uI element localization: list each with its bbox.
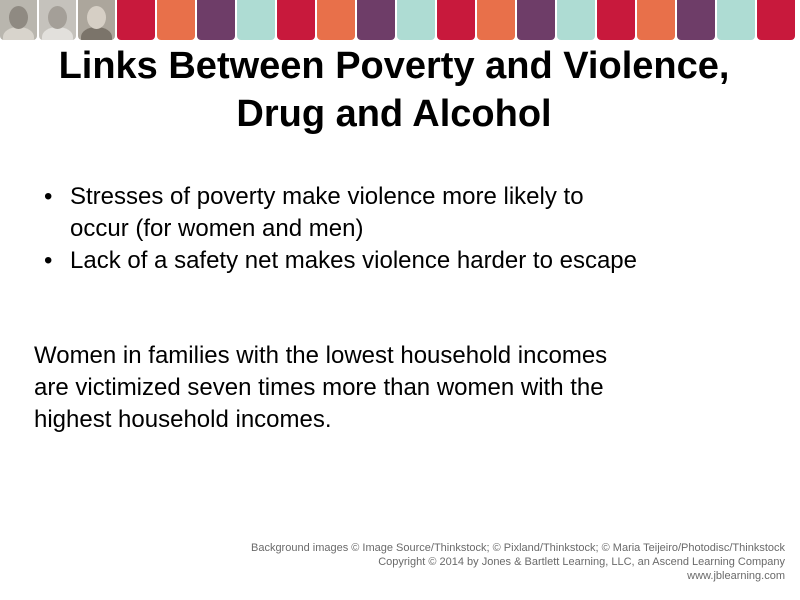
color-tile [157,0,195,40]
color-tile [757,0,795,40]
color-tile [237,0,275,40]
color-tile [317,0,355,40]
bullet-text-1a: Stresses of poverty make violence more likely to [70,183,584,210]
color-tile [717,0,755,40]
bullet-list [44,181,784,277]
bullet-item [44,181,784,245]
bullet-dot: • [44,247,53,274]
credits-footer [251,541,785,583]
woman-photo-face [87,6,106,29]
copyright-line: Copyright © 2014 by Jones & Bartlett Learning, LLC, an Ascend Learning Company [378,556,785,568]
slide-title-line-1: Links Between Poverty and Violence, [58,45,730,87]
color-tile [557,0,595,40]
color-tile [197,0,235,40]
bullet-item [44,245,784,277]
color-tile [277,0,315,40]
statistic-line-2: are victimized seven times more than women with the [34,374,604,401]
bullet-text-1b: occur (for women and men) [70,215,364,242]
statistic-paragraph [34,340,754,436]
statistic-line-1: Women in families with the lowest household incomes [34,342,608,369]
baby-photo-face [48,6,67,29]
image-credits: Background images © Image Source/Thinkstock; © Pixland/Thinkstock; © Maria Teijeiro/Photodisc/Thinkstock [250,542,785,554]
color-tile [597,0,635,40]
statistic-line-3: highest household incomes. [34,406,332,433]
color-tile [477,0,515,40]
color-tile [357,0,395,40]
color-tile [437,0,475,40]
bullet-text-2: Lack of a safety net makes violence harder to escape [70,247,637,274]
color-tile [677,0,715,40]
header-banner [0,0,800,40]
baby-photo [39,0,76,40]
bullet-dot: • [44,183,53,210]
color-tile [117,0,155,40]
slide-title [0,42,788,138]
color-tile [397,0,435,40]
website-url: www.jblearning.com [687,570,785,582]
color-tile [637,0,675,40]
child-photo [0,0,37,40]
color-tile-row [117,0,797,40]
child-photo-face [9,6,28,29]
color-tile [517,0,555,40]
slide-title-line-2: Drug and Alcohol [236,93,552,135]
woman-photo [78,0,115,40]
